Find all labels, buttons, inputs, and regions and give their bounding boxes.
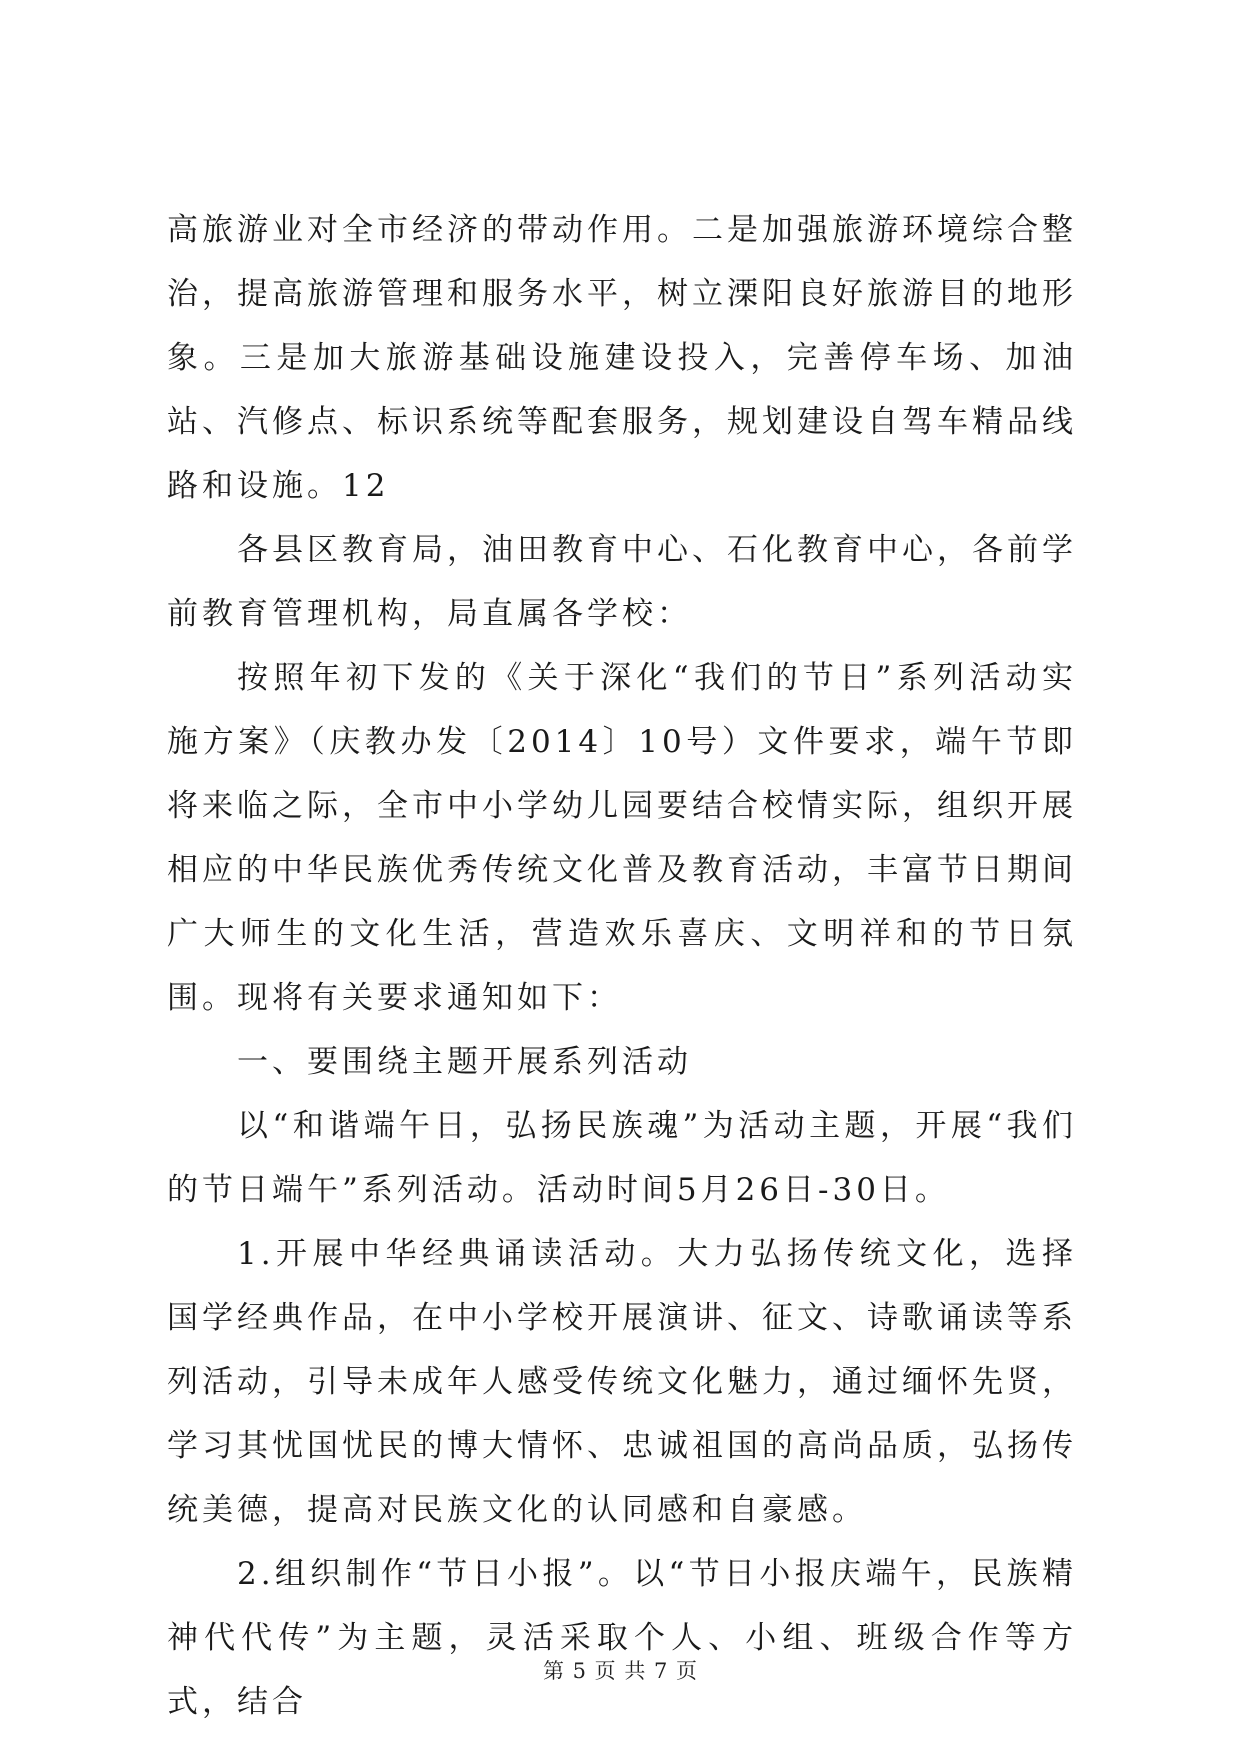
paragraph-activity-theme: 以“和谐端午日，弘扬民族魂”为活动主题，开展“我们的节日端午”系列活动。活动时间5月26日-30日。 (167, 1108, 1077, 1208)
paragraph-tourism-continuation: 高旅游业对全市经济的带动作用。二是加强旅游环境综合整治，提高旅游管理和服务水平，树立溧阳良好旅游目的地形象。三是加大旅游基础设施建设投入，完善停车场、加油站、汽修点、标识系统等配套服务，规划建设自驾车精品线路和设施。12 (167, 212, 1077, 504)
page-number-footer: 第 5 页 共 7 页 (542, 1659, 699, 1683)
section-heading-1: 一、要围绕主题开展系列活动 (237, 1044, 692, 1080)
document-body (167, 198, 1077, 1734)
paragraph-addressees: 各县区教育局，油田教育中心、石化教育中心，各前学前教育管理机构，局直属各学校： (167, 532, 1077, 632)
paragraph-notice-intro: 按照年初下发的《关于深化“我们的节日”系列活动实施方案》（庆教办发〔2014〕10号）文件要求，端午节即将来临之际，全市中小学幼儿园要结合校情实际，组织开展相应的中华民族优秀传统文化普及教育活动，丰富节日期间广大师生的文化生活，营造欢乐喜庆、文明祥和的节日氛围。现将有关要求通知如下： (167, 660, 1077, 1016)
paragraph-item-1: 1.开展中华经典诵读活动。大力弘扬传统文化，选择国学经典作品，在中小学校开展演讲、征文、诗歌诵读等系列活动，引导未成年人感受传统文化魅力，通过缅怀先贤，学习其忧国忧民的博大情怀、忠诚祖国的高尚品质，弘扬传统美德，提高对民族文化的认同感和自豪感。 (167, 1236, 1077, 1528)
paragraph-item-2: 2.组织制作“节日小报”。以“节日小报庆端午，民族精神代代传”为主题，灵活采取个人、小组、班级合作等方式，结合 (167, 1556, 1077, 1720)
